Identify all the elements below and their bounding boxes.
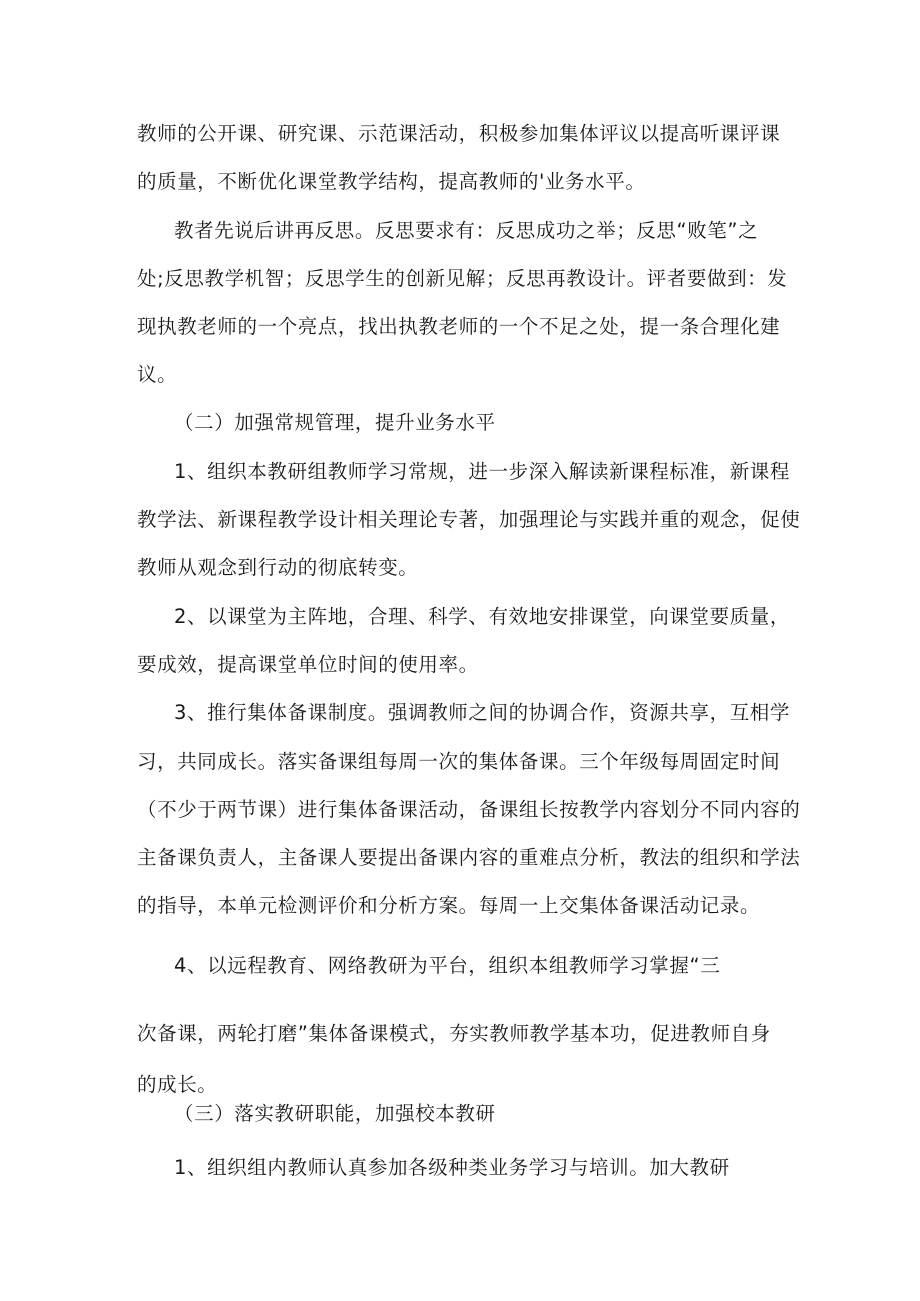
text-line: 教师的公开课、研究课、示范课活动，积极参加集体评议以提高听课评课 bbox=[137, 122, 781, 145]
text-line: 要成效，提高课堂单位时间的使用率。 bbox=[137, 653, 479, 676]
text-line: 现执教老师的一个亮点，找出执教老师的一个不足之处，提一条合理化建 bbox=[137, 315, 781, 338]
text-line: 1、组织本教研组教师学习常规，进一步深入解读新课程标准，新课程 bbox=[174, 460, 791, 483]
text-line: 教者先说后讲再反思。反思要求有：反思成功之举；反思“败笔”之 bbox=[174, 219, 759, 242]
section-heading: （二）加强常规管理，提升业务水平 bbox=[174, 411, 496, 434]
text-line: 教师从观念到行动的彻底转变。 bbox=[137, 556, 419, 579]
text-line: 次备课，两轮打磨”集体备课模式，夯实教师教学基本功，促进教师自身 bbox=[137, 1022, 771, 1045]
text-line: 的成长。 bbox=[137, 1073, 218, 1096]
text-line: 主备课负责人，主备课人要提出备课内容的重难点分析，教法的组织和学法 bbox=[137, 846, 801, 869]
text-line: （不少于两节课）进行集体备课活动，备课组长按教学内容划分不同内容的 bbox=[137, 798, 801, 821]
text-line: 3、推行集体备课制度。强调教师之间的协调合作，资源共享，互相学 bbox=[174, 701, 791, 724]
text-line: 处;反思教学机智；反思学生的创新见解；反思再教设计。评者要做到：发 bbox=[137, 267, 788, 290]
text-line: 4、以远程教育、网络教研为平台，组织本组教师学习掌握“三 bbox=[174, 954, 721, 977]
text-line: 教学法、新课程教学设计相关理论专著，加强理论与实践并重的观念，促使 bbox=[137, 508, 801, 531]
text-line: 的质量，不断优化课堂教学结构，提高教师的'业务水平。 bbox=[137, 170, 646, 193]
text-line: 1、组织组内教师认真参加各级种类业务学习与培训。加大教研 bbox=[174, 1156, 730, 1179]
text-line: 议。 bbox=[137, 363, 178, 386]
text-line: 习，共同成长。落实备课组每周一次的集体备课。三个年级每周固定时间 bbox=[137, 750, 781, 773]
text-line: 的指导，本单元检测评价和分析方案。每周一上交集体备课活动记录。 bbox=[137, 894, 761, 917]
section-heading: （三）落实教研职能，加强校本教研 bbox=[174, 1102, 496, 1125]
text-line: 2、以课堂为主阵地，合理、科学、有效地安排课堂，向课堂要质量， bbox=[174, 605, 791, 628]
